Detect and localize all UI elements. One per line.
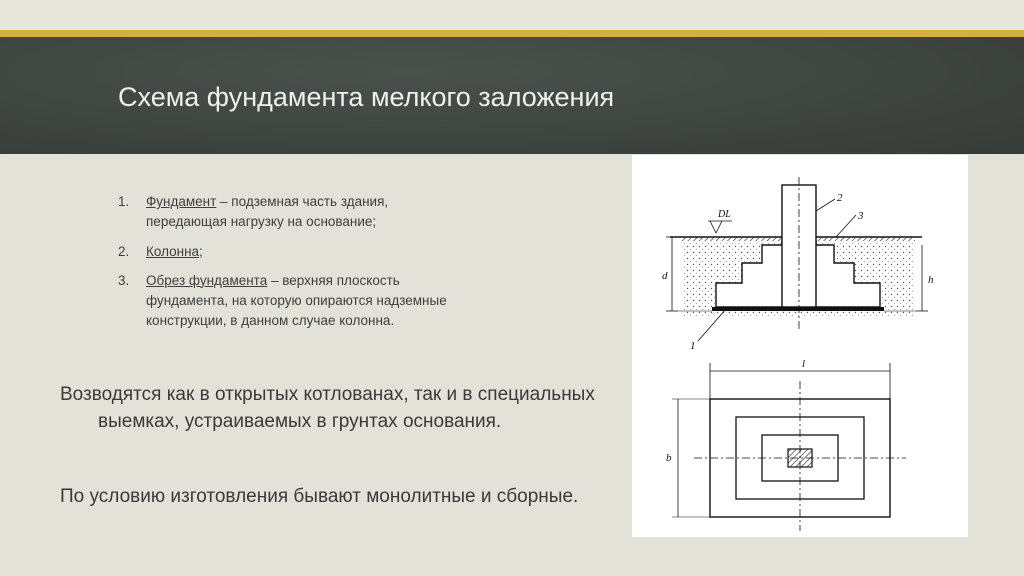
list-text: – подземная часть здания, передающая нагрузку на основание;	[146, 194, 389, 230]
plan-view	[666, 358, 906, 531]
list-item	[118, 271, 448, 332]
slide-title: Схема фундамента мелкого заложения	[118, 82, 615, 112]
list-number: 1.	[118, 194, 130, 209]
top-strip	[0, 0, 1024, 30]
section-view	[662, 177, 934, 352]
ground-hatch-left	[682, 237, 782, 241]
label-l: l	[802, 358, 806, 370]
label-1: 1	[690, 340, 696, 352]
foundation-diagram	[632, 155, 968, 537]
label-3: 3	[858, 210, 864, 222]
label-h: h	[928, 274, 934, 286]
list-term: Колонна	[146, 243, 200, 259]
list-item	[118, 192, 448, 233]
body-paragraph-manufacture: По условию изготовления бывают монолитные и сборные.	[60, 486, 579, 507]
foundation-base-layer	[712, 307, 884, 311]
label-b: b	[666, 452, 672, 464]
label-2: 2	[837, 192, 843, 204]
list-text: ;	[199, 243, 203, 259]
ground-hatch-right	[816, 237, 915, 241]
list-term: Фундамент	[146, 194, 217, 209]
list-item	[118, 242, 448, 262]
label-d: d	[662, 270, 668, 282]
definition-list	[118, 192, 448, 341]
accent-line	[0, 30, 1024, 37]
foundation-diagram-svg	[632, 155, 968, 537]
list-term: Обрез фундамента	[146, 272, 268, 288]
list-number: 3.	[118, 272, 130, 288]
list-text: – верхняя плоскость фундамента, на которую опираются надземные конструкции, в данном случае колонна.	[146, 272, 447, 329]
list-number: 2.	[118, 243, 130, 259]
label-dl: DL	[718, 209, 731, 220]
body-paragraph-construction: Возводятся как в открытых котлованах, так и в специальных выемках, устраиваемых в грунтах основания.	[60, 384, 595, 432]
